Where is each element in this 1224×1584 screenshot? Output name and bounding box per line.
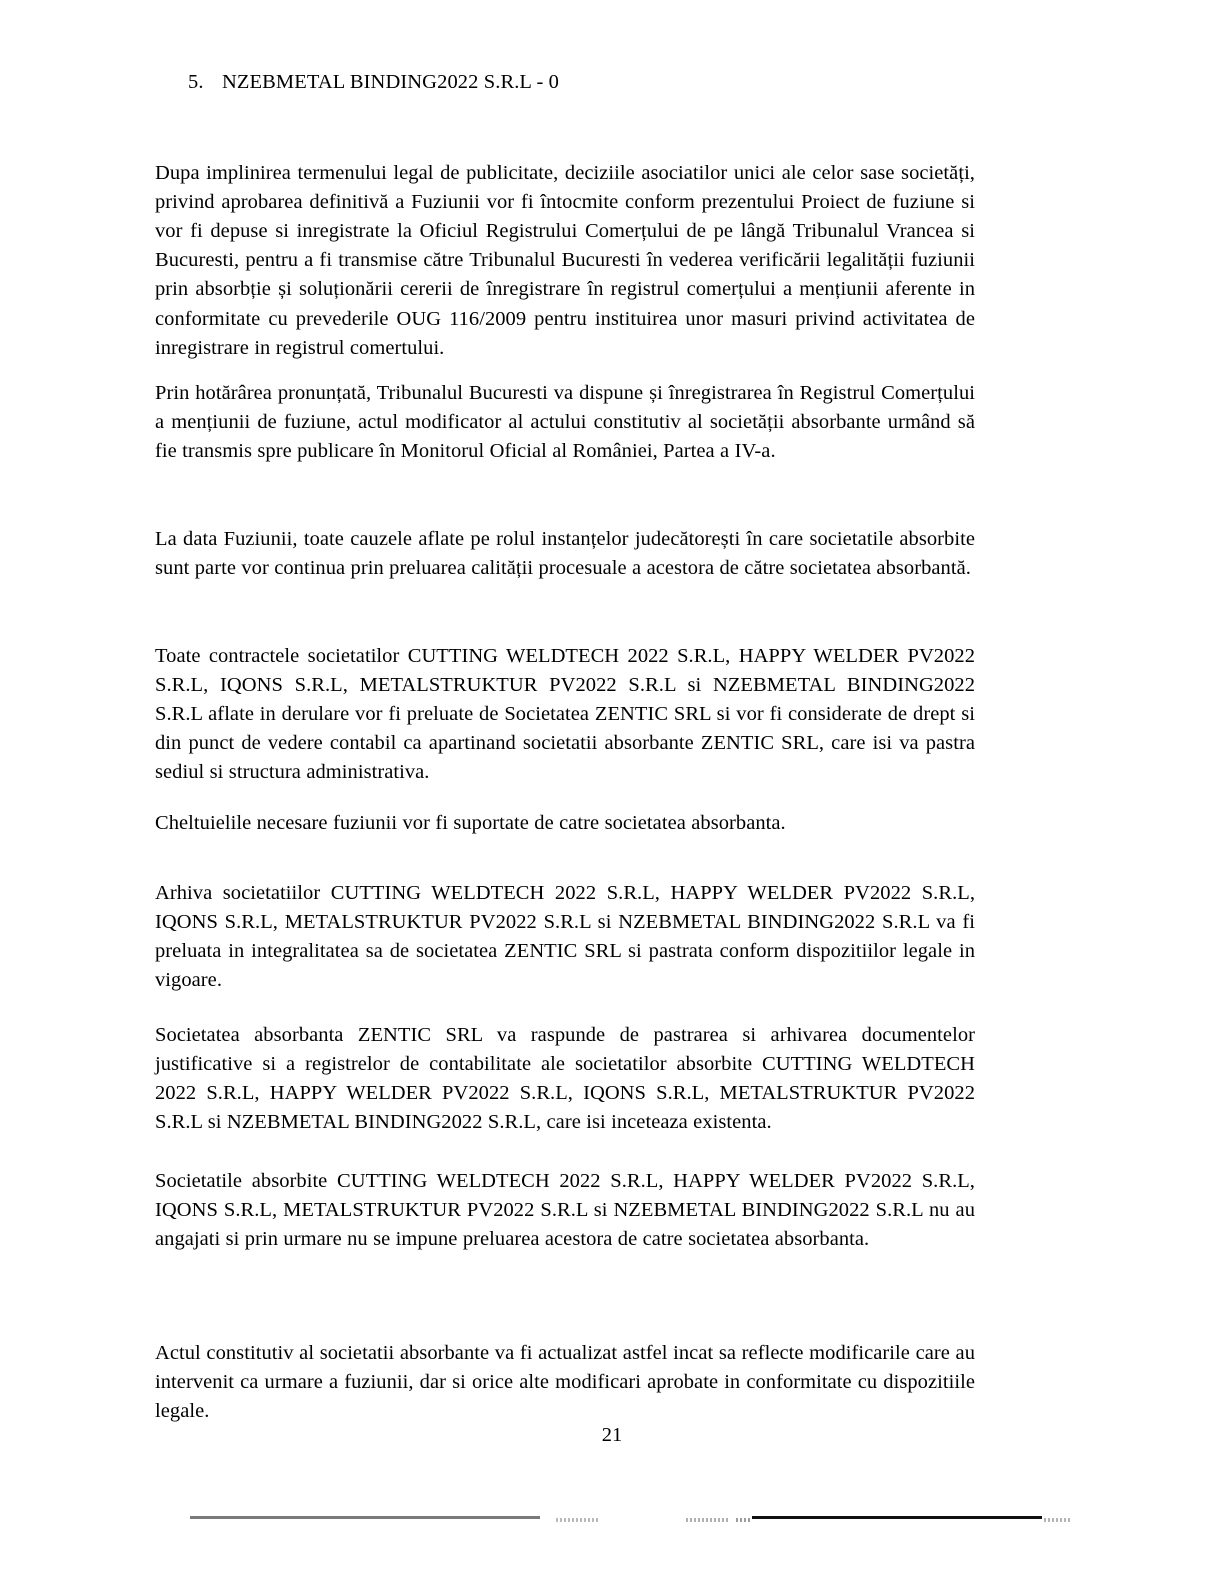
paragraph-pending-cases: La data Fuziunii, toate cauzele aflate pe rolul instanțelor judecătorești în care societatile absorbite sunt parte vor continua prin preluarea calității procesuale a acestora de către societatea absorbantă. [155,527,975,579]
heading-list-label: NZEBMETAL BINDING2022 S.R.L - 0 [222,71,560,93]
heading-list-item-5 [188,68,968,96]
scan-artifact-dots-one [556,1518,600,1522]
paragraph-court-ruling: Prin hotărârea pronunțată, Tribunalul Bucuresti va dispune și înregistrarea în Registrul Comerțului a mențiunii de fuziune, actul modificator al actului constitutiv al societății absorbante urmând să fie transmis spre publicare în Monitorul Oficial al României, Partea a IV-a. [155,381,975,462]
scan-artifact-dots-four [1044,1518,1070,1522]
paragraph-no-employees: Societatile absorbite CUTTING WELDTECH 2022 S.R.L, HAPPY WELDER PV2022 S.R.L, IQONS S.R.L, METALSTRUKTUR PV2022 S.R.L si NZEBMETAL BINDING2022 S.R.L nu au angajati si prin urmare nu se impune preluarea acestora de catre societatea absorbanta. [155,1169,975,1250]
scan-artifact-dots-two [686,1518,728,1522]
scan-artifact-line-left [190,1516,540,1519]
paragraph-publicity-term: Dupa implinirea termenului legal de publicitate, deciziile asociatilor unici ale celor sase societăți, privind aprobarea definitivă a Fuziunii vor fi întocmite conform prezentului Proiect de fuziune si vor fi depuse si inregistrate la Oficiul Registrului Comerțului de pe lângă Tribunalul Vrancea si Bucuresti, pentru a fi transmise către Tribunalul Bucuresti în vederea verificării legalității fuziunii prin absorbție și soluționării cererii de înregistrare în registrul comerțului a mențiunii aferente in conformitate cu prevederile OUG 116/2009 pentru instituirea unor masuri privind activitatea de inregistrare in registrul comertului. [155,161,975,359]
scan-artifact-line-right [752,1516,1042,1519]
heading-list-number: 5. [188,71,204,93]
paragraph-merger-costs: Cheltuielile necesare fuziunii vor fi suportate de catre societatea absorbanta. [155,811,786,834]
paragraph-archive-transfer: Arhiva societatiilor CUTTING WELDTECH 2022 S.R.L, HAPPY WELDER PV2022 S.R.L, IQONS S.R.L, METALSTRUKTUR PV2022 S.R.L si NZEBMETAL BINDING2022 S.R.L va fi preluata in integralitatea sa de societatea ZENTIC SRL si pastrata conform dispozitiilor legale in vigoare. [155,881,975,992]
page-number: 21 [601,1424,623,1446]
scan-artifact-dots-three [736,1518,750,1522]
paragraph-document-retention: Societatea absorbanta ZENTIC SRL va raspunde de pastrarea si arhivarea documentelor justificative si a registrelor de contabilitate ale societatilor absorbite CUTTING WELDTECH 2022 S.R.L, HAPPY WELDER PV2022 S.R.L, IQONS S.R.L, METALSTRUKTUR PV2022 S.R.L si NZEBMETAL BINDING2022 S.R.L, care isi inceteaza existenta. [155,1023,975,1134]
paragraph-articles-update: Actul constitutiv al societatii absorbante va fi actualizat astfel incat sa reflecte modificarile care au intervenit ca urmare a fuziunii, dar si orice alte modificari aprobate in conformitate cu dispozitiile legale. [155,1341,975,1422]
paragraph-contracts-transfer: Toate contractele societatilor CUTTING WELDTECH 2022 S.R.L, HAPPY WELDER PV2022 S.R.L, IQONS S.R.L, METALSTRUKTUR PV2022 S.R.L si NZEBMETAL BINDING2022 S.R.L aflate in derulare vor fi preluate de Societatea ZENTIC SRL si vor fi considerate de drept si din punct de vedere contabil ca apartinand societatii absorbante ZENTIC SRL, care isi va pastra sediul si structura administrativa. [155,644,975,784]
